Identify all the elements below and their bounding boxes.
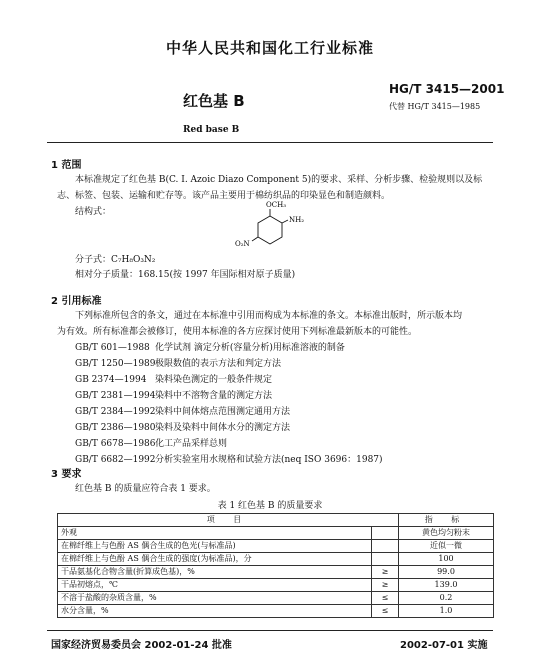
- quality-requirements-table: [57, 513, 494, 618]
- row-symbol: [372, 540, 399, 553]
- reference-item: GB/T 2386—1980染料及染料中间体水分的测定方法: [75, 423, 291, 433]
- table-caption: 表 1 红色基 B 的质量要求: [217, 501, 323, 511]
- row-symbol: ≤: [372, 592, 399, 605]
- section-2-text-line: 为有效。所有标准都会被修订，使用本标准的各方应探讨使用下列标准最新版本的可能性。: [57, 327, 418, 337]
- reference-item: GB/T 1250—1989极限数值的表示方法和判定方法: [75, 359, 282, 369]
- section-3-text-line: 红色基 B 的质量应符合表 1 要求。: [75, 484, 216, 494]
- reference-item: GB/T 601—1988 化学试剂 滴定分析(容量分析)用标准溶液的制备: [75, 343, 345, 353]
- molecular-formula: 分子式：C₇H₈O₃N₂: [75, 255, 156, 265]
- standard-code: HG/T 3415—2001: [389, 82, 505, 96]
- table-row: [58, 592, 494, 605]
- standard-category-header: 中华人民共和国化工行业标准: [165, 39, 374, 57]
- reference-item: GB/T 2381—1994染料中不溶物含量的测定方法: [75, 391, 273, 401]
- row-item: 在棉纤维上与色酚 AS 偶合生成的强度(为标准品)，分: [58, 553, 372, 566]
- table-row: [58, 605, 494, 618]
- table-row: [58, 579, 494, 592]
- row-item: 干品初熔点，℃: [58, 579, 372, 592]
- table-row: [58, 540, 494, 553]
- structural-formula: [230, 198, 320, 258]
- row-item: 外观: [58, 527, 372, 540]
- section-3-heading: 3 要求: [51, 469, 82, 480]
- footer-rule: [47, 630, 493, 631]
- table-header-row: [58, 514, 494, 527]
- header-rule: [47, 142, 493, 143]
- row-symbol: [372, 553, 399, 566]
- approval-statement: 国家经济贸易委员会 2002-01-24 批准: [51, 640, 232, 651]
- row-symbol: [372, 527, 399, 540]
- standard-title: 红色基 B: [183, 92, 245, 110]
- row-value: 0.2: [399, 592, 494, 605]
- reference-item: GB/T 2384—1992染料中间体熔点范围测定通用方法: [75, 407, 291, 417]
- section-1-heading: 1 范围: [51, 160, 82, 171]
- table-row: [58, 527, 494, 540]
- amino-label: NH₂: [289, 216, 305, 224]
- nitro-label: O₂N: [235, 240, 250, 248]
- section-2-heading: 2 引用标准: [51, 296, 102, 307]
- column-header-item: 项 目: [58, 514, 399, 527]
- row-symbol: ≤: [372, 605, 399, 618]
- section-1-text-line: 志、标签、包装、运输和贮存等。该产品主要用于棉纺织品的印染显色和制造颜料。: [57, 191, 391, 201]
- molar-mass: 相对分子质量：168.15(按 1997 年国际相对原子质量): [75, 270, 296, 280]
- reference-item: GB/T 6682—1992分析实验室用水规格和试验方法(neq ISO 3696：1987): [75, 455, 383, 465]
- section-1-text-line: 本标准规定了红色基 B(C. I. Azoic Diazo Component 5)的要求、采样、分析步骤、检验规则以及标: [75, 175, 483, 185]
- replaces-standard: 代替 HG/T 3415—1985: [389, 102, 481, 111]
- row-value: 99.0: [399, 566, 494, 579]
- row-item: 在棉纤维上与色酚 AS 偶合生成的色光(与标准品): [58, 540, 372, 553]
- row-symbol: ≥: [372, 566, 399, 579]
- row-item: 水分含量，%: [58, 605, 372, 618]
- structure-label: 结构式：: [75, 207, 112, 217]
- row-value: 139.0: [399, 579, 494, 592]
- column-header-index: 指 标: [399, 514, 494, 527]
- table-row: [58, 566, 494, 579]
- row-value: 1.0: [399, 605, 494, 618]
- row-value: 近似一微: [399, 540, 494, 553]
- methoxy-label: OCH₃: [266, 201, 287, 209]
- implementation-date: 2002-07-01 实施: [400, 640, 488, 651]
- section-2-text-line: 下列标准所包含的条文，通过在本标准中引用而构成为本标准的条文。本标准出版时，所示版本均: [75, 311, 463, 321]
- row-value: 100: [399, 553, 494, 566]
- row-value: 黄色均匀粉末: [399, 527, 494, 540]
- standard-title-en: Red base B: [183, 125, 240, 135]
- row-symbol: ≥: [372, 579, 399, 592]
- table-row: [58, 553, 494, 566]
- row-item: 干品氨基化合物含量(折算成色基)，%: [58, 566, 372, 579]
- reference-item: GB/T 6678—1986化工产品采样总则: [75, 439, 228, 449]
- reference-item: GB 2374—1994 染料染色测定的一般条件规定: [75, 375, 273, 385]
- row-item: 不溶于盐酸的杂质含量，%: [58, 592, 372, 605]
